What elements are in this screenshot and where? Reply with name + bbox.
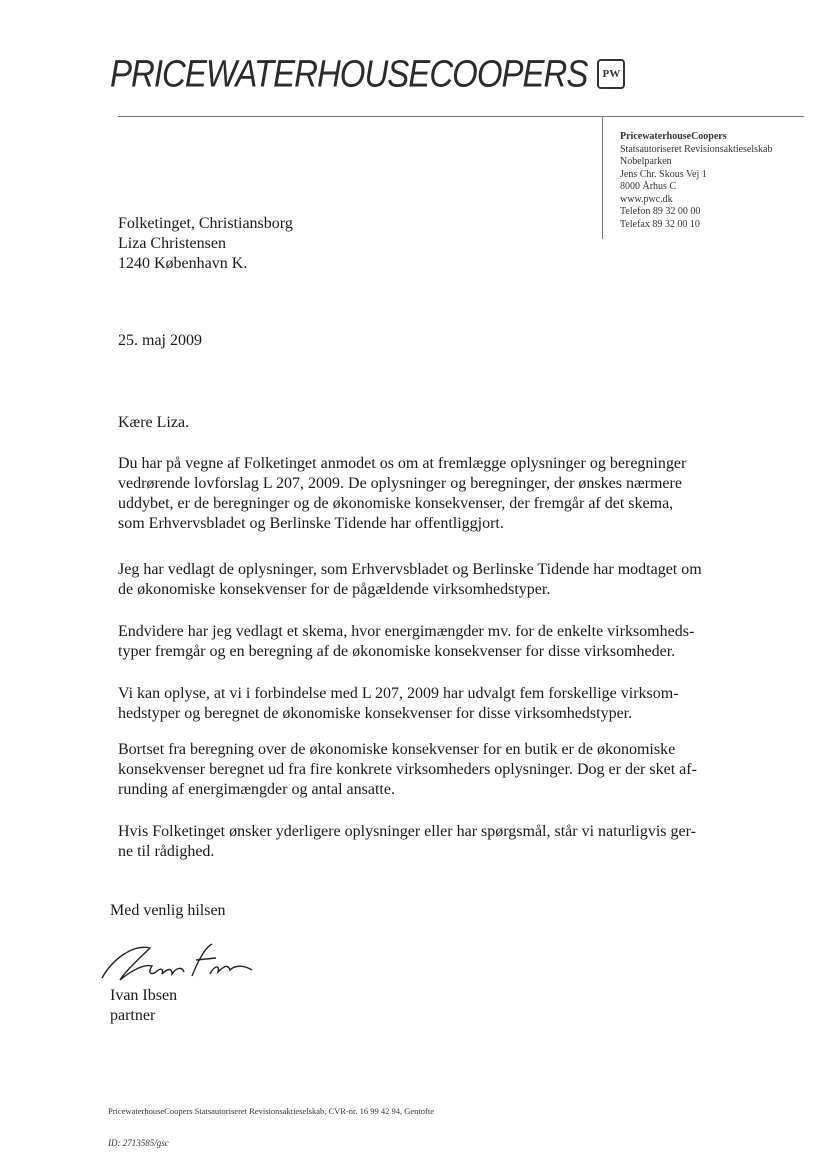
recipient-line: Folketinget, Christiansborg — [118, 215, 293, 232]
text-line: de økonomiske konsekvenser for de pågældende virksomhedstyper. — [118, 581, 551, 598]
recipient-address — [118, 214, 293, 274]
header-rule — [118, 116, 804, 117]
text-line: ne til rådighed. — [118, 843, 215, 860]
text-line: Vi kan oplyse, at vi i forbindelse med L 207, 2009 har udvalgt fem forskellige virksom- — [118, 685, 679, 702]
paragraph-3 — [118, 622, 738, 662]
footer-company-info: PricewaterhouseCoopers Statsautoriseret Revisionsaktieselskab, CVR-nr. 16 99 42 94, Gentofte — [108, 1106, 435, 1116]
text-line: Hvis Folketinget ønsker yderligere oplysninger eller har spørgsmål, står vi naturligvis ger- — [118, 823, 696, 840]
sender-line: Statsautoriseret Revisionsaktieselskab — [620, 143, 773, 155]
paragraph-1 — [118, 454, 738, 534]
sender-line: Telefax 89 32 00 10 — [620, 218, 700, 230]
letter-date: 25. maj 2009 — [118, 332, 202, 349]
logo-wordmark: PRICEWATERHOUSECOOPERS — [110, 52, 588, 95]
greeting: Kære Liza. — [118, 414, 190, 431]
sender-line: 8000 Århus C — [620, 181, 677, 192]
sender-line: Nobelparken — [620, 156, 672, 167]
signer-name: Ivan Ibsen — [110, 987, 178, 1004]
sender-divider — [602, 117, 603, 239]
text-line: runding af energimængder og antal ansatte. — [118, 781, 395, 798]
sender-line: Jens Chr. Skous Vej 1 — [620, 168, 707, 180]
recipient-line: Liza Christensen — [118, 235, 226, 252]
text-line: typer fremgår og en beregning af de økonomiske konsekvenser for disse virksomheder. — [118, 643, 676, 660]
sender-firm: PricewaterhouseCoopers — [620, 131, 727, 142]
paragraph-2 — [118, 560, 738, 600]
logo-emblem-icon: PW — [597, 59, 625, 89]
text-line: hedstyper og beregnet de økonomiske konsekvenser for disse virksomhedstyper. — [118, 705, 633, 722]
signer-title: partner — [110, 1007, 156, 1024]
text-line: vedrørende lovforslag L 207, 2009. De oplysninger og beregninger, der ønskes nærmere — [118, 475, 682, 492]
text-line: Endvidere har jeg vedlagt et skema, hvor energimængder mv. for de enkelte virksomheds- — [118, 623, 695, 640]
sender-line: Telefon 89 32 00 00 — [620, 206, 701, 217]
paragraph-4 — [118, 684, 738, 724]
text-line: uddybet, er de beregninger og de økonomiske konsekvenser, der fremgår af det skema, — [118, 495, 674, 512]
company-logo — [110, 44, 625, 104]
document-id: ID: 2713585/gsc — [108, 1138, 169, 1148]
handwritten-signature — [92, 930, 262, 990]
signer-block — [110, 986, 177, 1026]
text-line: Jeg har vedlagt de oplysninger, som Erhvervsbladet og Berlinske Tidende har modtaget om — [118, 561, 702, 578]
text-line: Bortset fra beregning over de økonomiske konsekvenser for en butik er de økonomiske — [118, 741, 676, 758]
recipient-line: 1240 København K. — [118, 255, 248, 272]
sender-address — [620, 131, 772, 231]
paragraph-5 — [118, 740, 738, 800]
paragraph-6 — [118, 822, 738, 862]
sender-line: www.pwc.dk — [620, 193, 673, 205]
closing: Med venlig hilsen — [110, 902, 226, 919]
text-line: konsekvenser beregnet ud fra fire konkrete virksomheders oplysninger. Dog er der sket af- — [118, 761, 697, 778]
text-line: som Erhvervsbladet og Berlinske Tidende har offentliggjort. — [118, 515, 504, 532]
text-line: Du har på vegne af Folketinget anmodet os om at fremlægge oplysninger og beregninger — [118, 455, 687, 472]
